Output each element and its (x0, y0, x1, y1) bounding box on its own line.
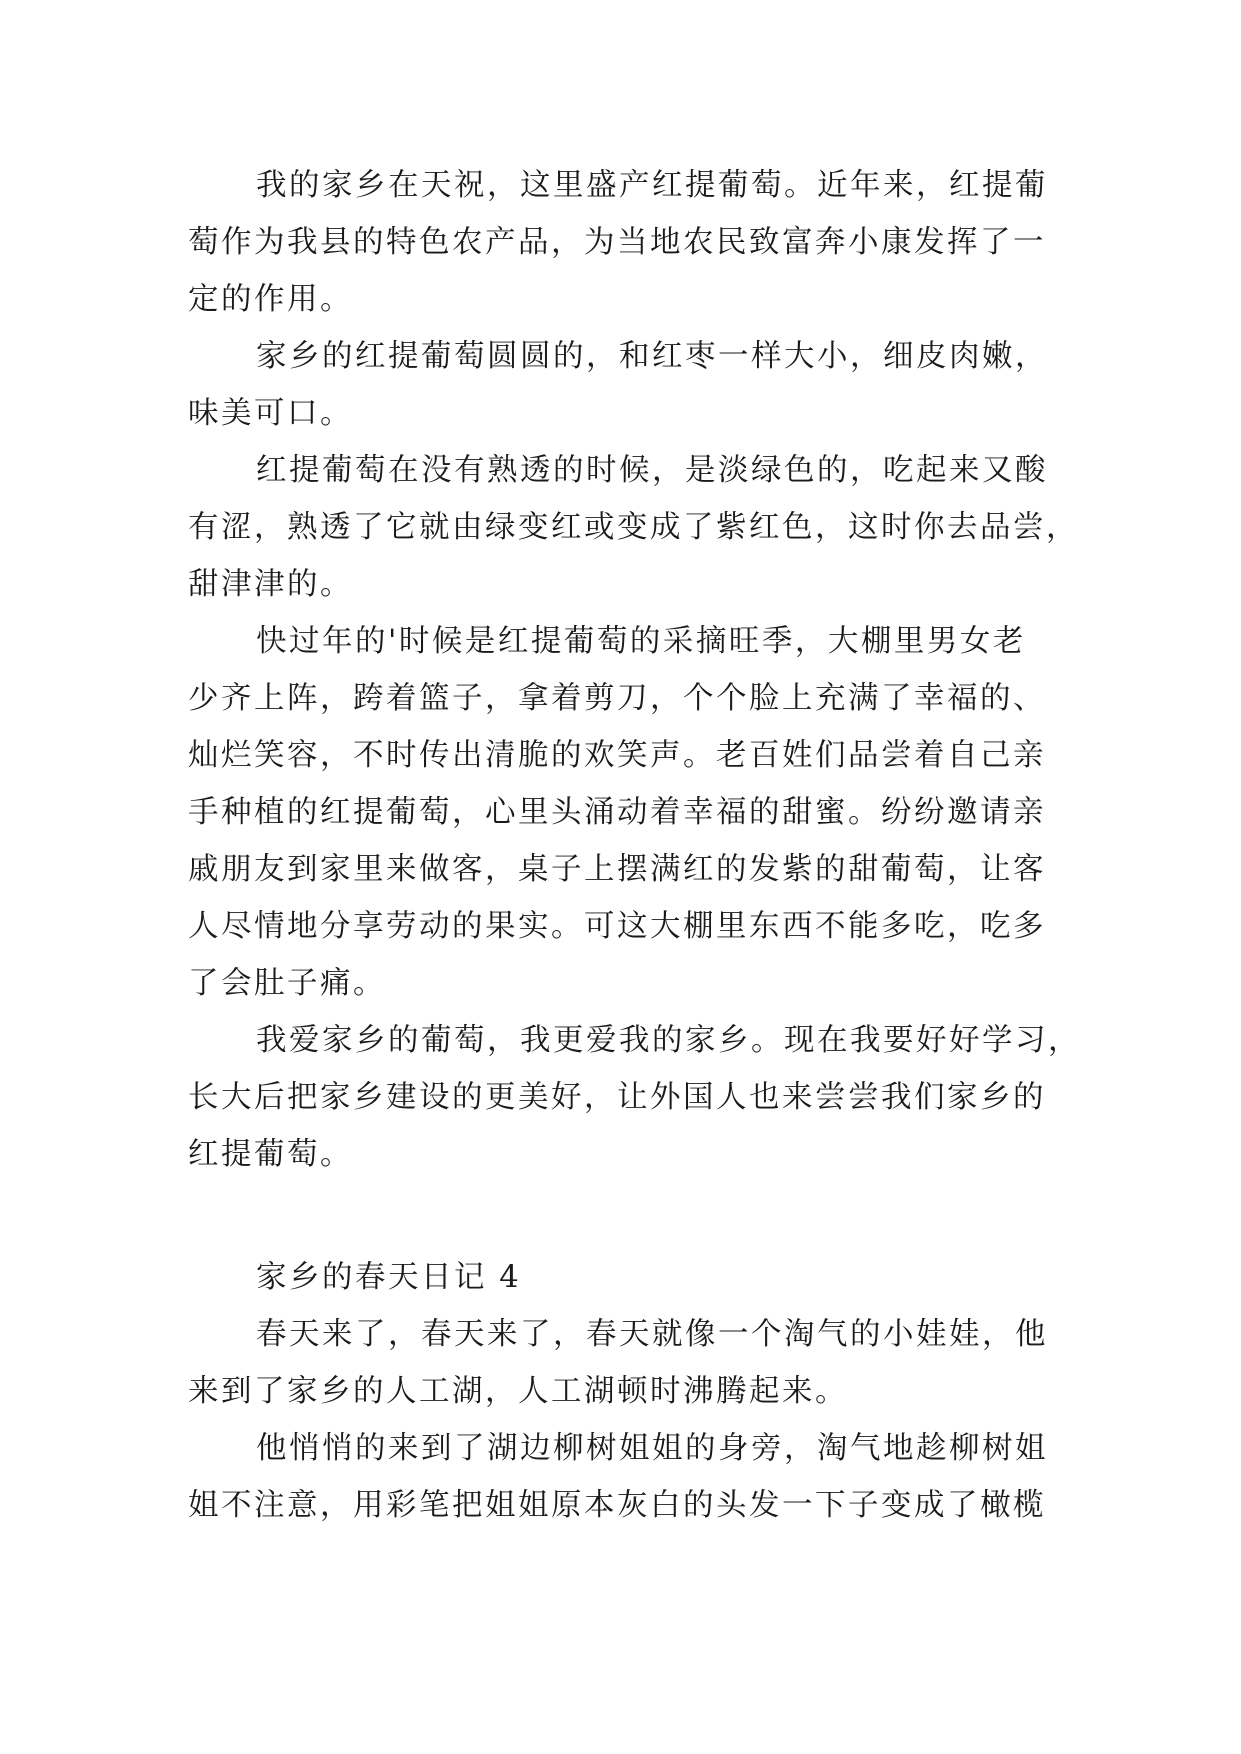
text-line: 少齐上阵，跨着篮子，拿着剪刀，个个脸上充满了幸福的、 (188, 681, 1046, 716)
text-line: 了会肚子痛。 (188, 966, 386, 1001)
text-line: 戚朋友到家里来做客，桌子上摆满红的发紫的甜葡萄，让客 (188, 852, 1046, 887)
text-line: 定的作用。 (188, 282, 353, 317)
text-line: 有涩，熟透了它就由绿变红或变成了紫红色，这时你去品尝， (188, 510, 1079, 545)
text-line: 他悄悄的来到了湖边柳树姐姐的身旁，淘气地趁柳树姐 (256, 1431, 1048, 1466)
text-line: 姐不注意，用彩笔把姐姐原本灰白的头发一下子变成了橄榄 (188, 1488, 1046, 1523)
text-line: 灿烂笑容，不时传出清脆的欢笑声。老百姓们品尝着自己亲 (188, 738, 1046, 773)
text-line: 手种植的红提葡萄，心里头涌动着幸福的甜蜜。纷纷邀请亲 (188, 795, 1046, 830)
text-line: 我的家乡在天祝，这里盛产红提葡萄。近年来，红提葡 (256, 168, 1048, 203)
text-line: 红提葡萄在没有熟透的时候，是淡绿色的，吃起来又酸 (256, 453, 1048, 488)
text-line: 家乡的红提葡萄圆圆的，和红枣一样大小，细皮肉嫩， (256, 339, 1048, 374)
text-line: 长大后把家乡建设的更美好，让外国人也来尝尝我们家乡的 (188, 1080, 1046, 1115)
section-heading: 家乡的春天日记 4 (256, 1260, 522, 1295)
text-line: 我爱家乡的葡萄，我更爱我的家乡。现在我要好好学习， (256, 1023, 1081, 1058)
text-line: 萄作为我县的特色农产品，为当地农民致富奔小康发挥了一 (188, 225, 1046, 260)
text-line: 春天来了，春天来了，春天就像一个淘气的小娃娃，他 (256, 1317, 1048, 1352)
text-line: 快过年的'时候是红提葡萄的采摘旺季，大棚里男女老 (256, 624, 1026, 659)
text-line: 红提葡萄。 (188, 1137, 353, 1172)
text-line: 甜津津的。 (188, 567, 353, 602)
text-line: 人尽情地分享劳动的果实。可这大棚里东西不能多吃，吃多 (188, 909, 1046, 944)
text-line: 来到了家乡的人工湖，人工湖顿时沸腾起来。 (188, 1374, 848, 1409)
text-line: 味美可口。 (188, 396, 353, 431)
